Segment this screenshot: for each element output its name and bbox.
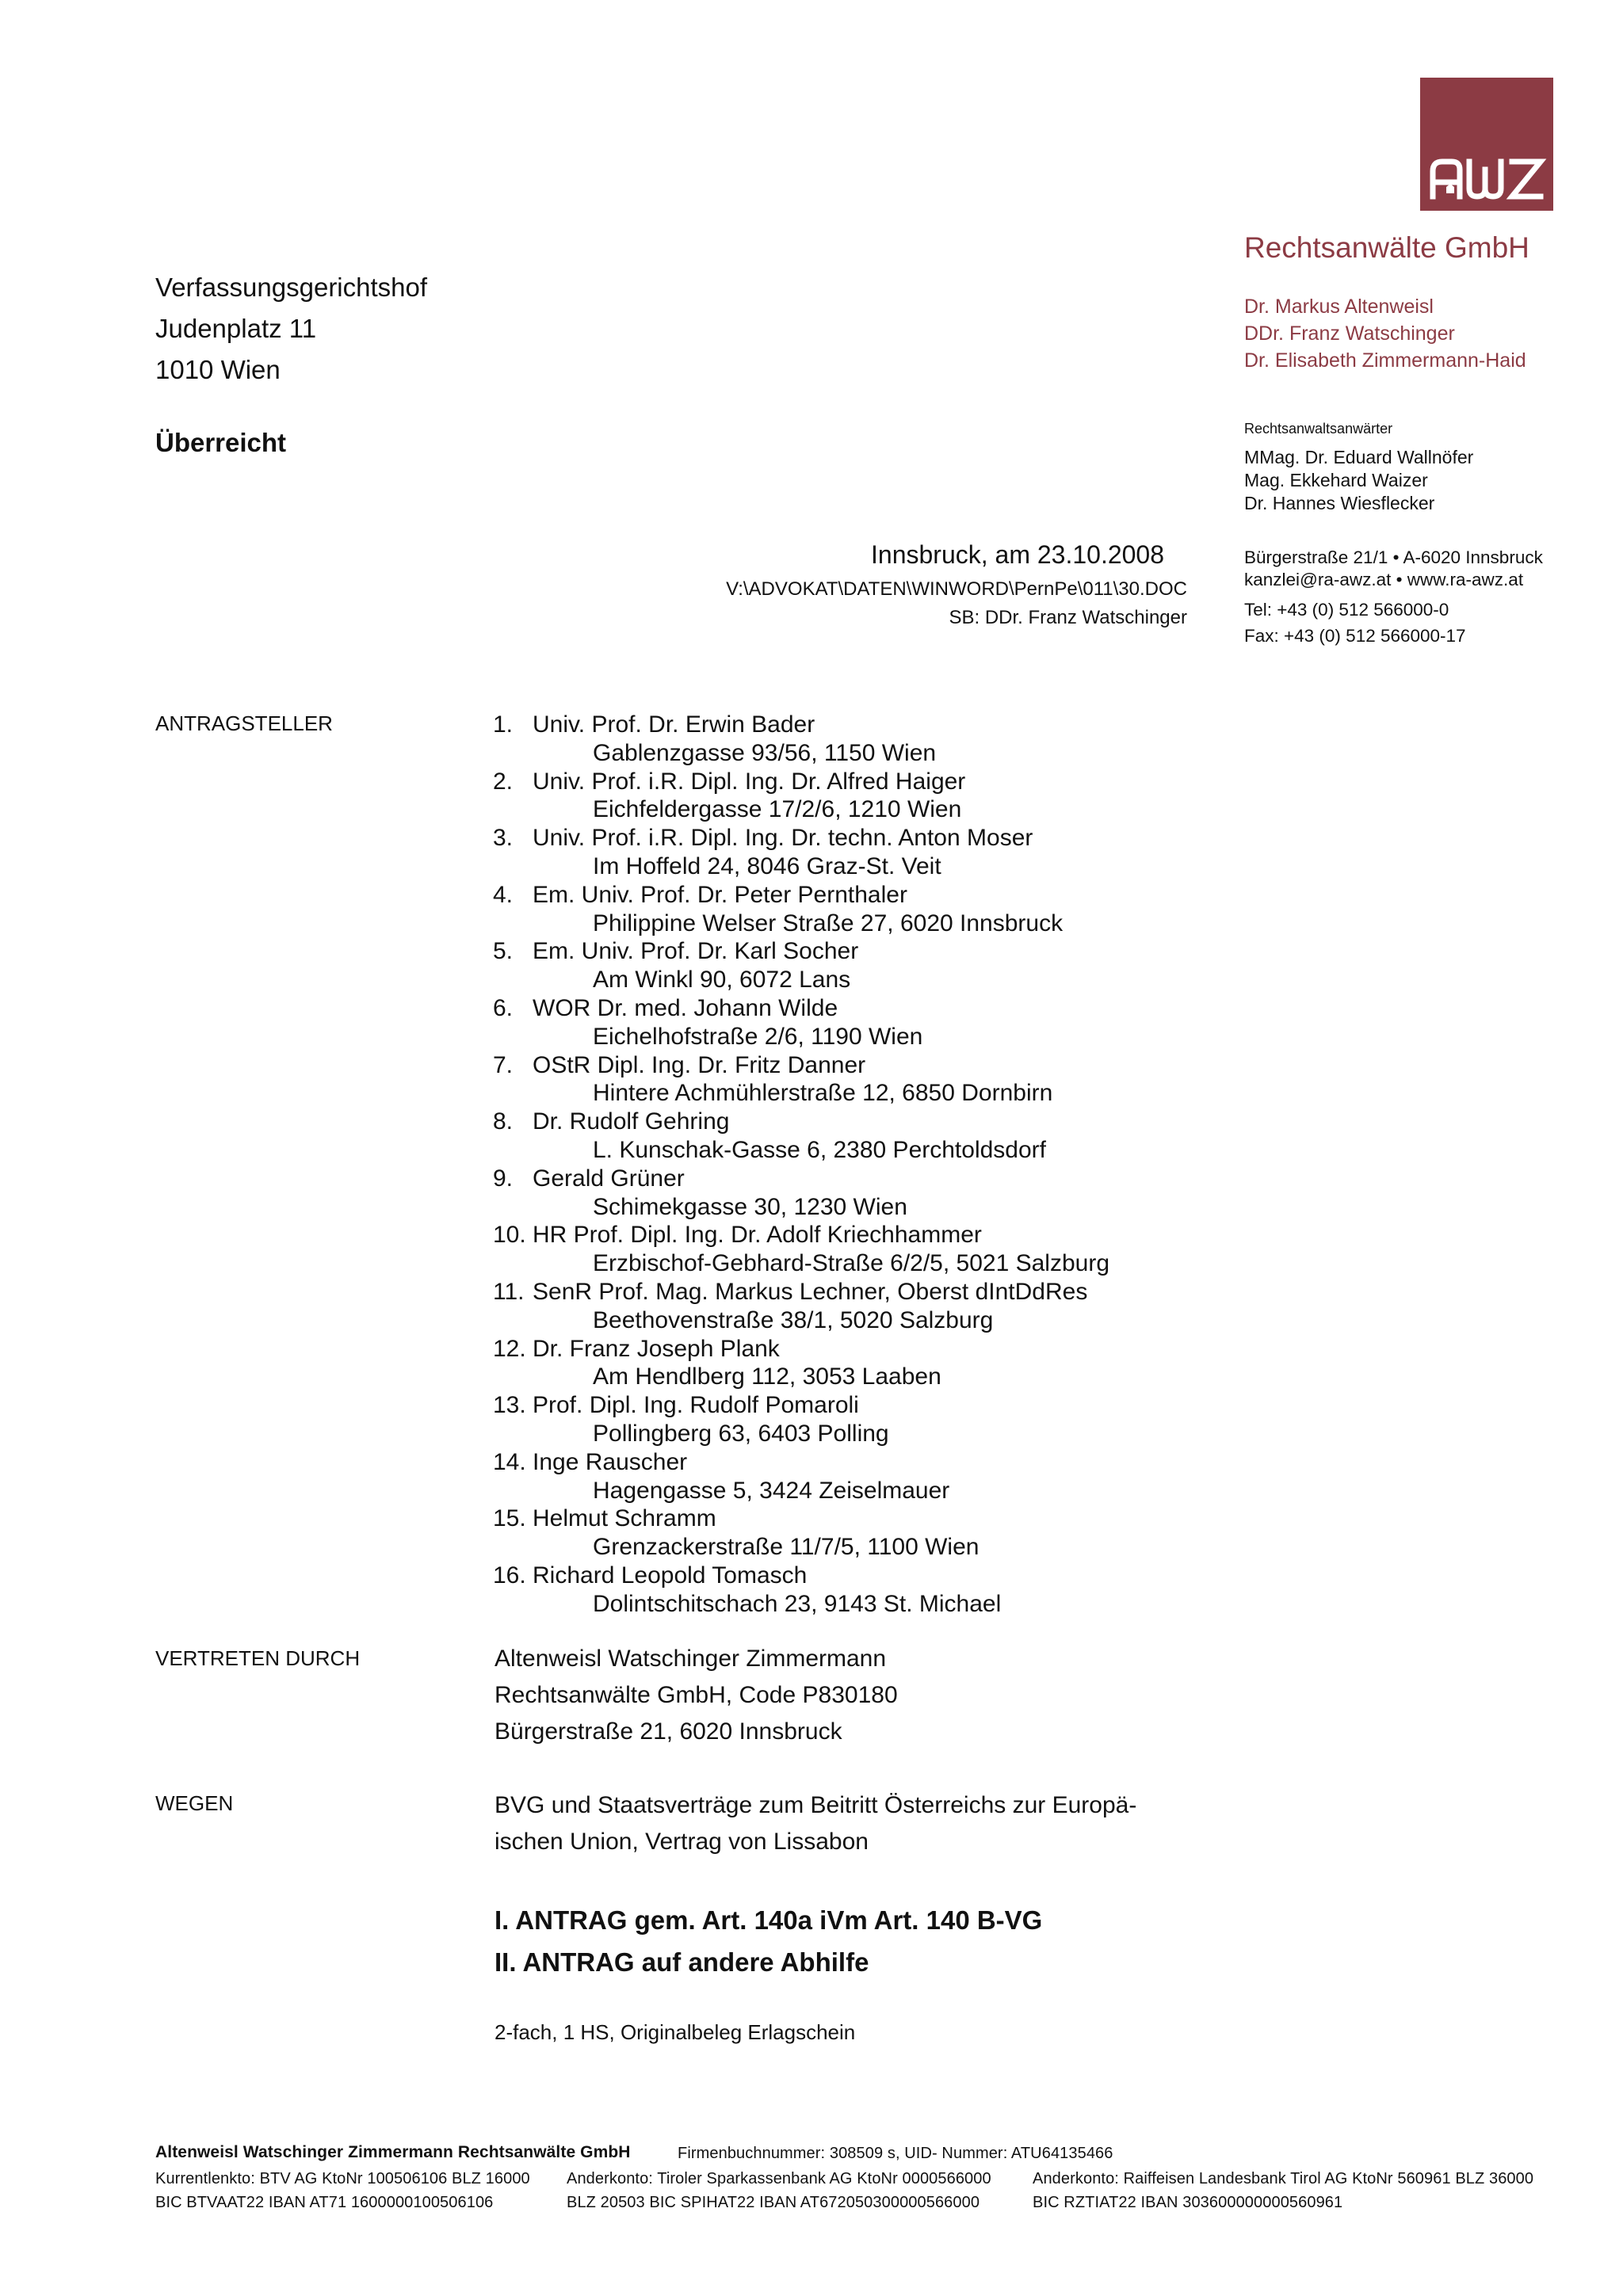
applicant-address: Philippine Welser Straße 27, 6020 Innsbruck (593, 910, 1064, 936)
footer-firm: Altenweisl Watschinger Zimmermann Rechtsanwälte GmbH (155, 2143, 631, 2161)
motion-title: II. ANTRAG auf andere Abhilfe (495, 1947, 869, 1977)
applicant-name: Gerald Grüner (533, 1165, 685, 1192)
applicant-address: Gablenzgasse 93/56, 1150 Wien (593, 739, 937, 766)
applicant-number: 4. (493, 881, 514, 908)
representative-line: Altenweisl Watschinger Zimmermann (495, 1646, 887, 1672)
footer-bank-line: BIC BTVAAT22 IBAN AT71 1600000100506106 (155, 2194, 494, 2211)
enclosures: 2-fach, 1 HS, Originalbeleg Erlagschein (495, 2020, 856, 2044)
staff-name: Mag. Ekkehard Waizer (1244, 470, 1428, 490)
applicant-address: Schimekgasse 30, 1230 Wien (593, 1193, 907, 1220)
applicant-name: SenR Prof. Mag. Markus Lechner, Oberst dIntDdRes (533, 1279, 1088, 1305)
applicant-number: 5. (493, 938, 514, 965)
applicant-name: HR Prof. Dipl. Ing. Dr. Adolf Kriechhammer (533, 1222, 982, 1249)
firm-tel: Tel: +43 (0) 512 566000-0 (1244, 600, 1449, 620)
applicant-name: Univ. Prof. i.R. Dipl. Ing. Dr. Alfred Haiger (533, 768, 966, 795)
applicant-address: Pollingberg 63, 6403 Polling (593, 1421, 889, 1447)
applicant-address: Eichfeldergasse 17/2/6, 1210 Wien (593, 796, 962, 823)
recipient-line: 1010 Wien (155, 355, 281, 384)
firm-name: Rechtsanwälte GmbH (1244, 231, 1529, 264)
footer-bank-line: Anderkonto: Tiroler Sparkassenbank AG KtoNr 0000566000 (567, 2170, 991, 2187)
applicant-name: WOR Dr. med. Johann Wilde (533, 995, 838, 1021)
delivery-note: Überreicht (155, 428, 287, 457)
date-line: Innsbruck, am 23.10.2008 (871, 540, 1165, 569)
applicant-number: 14. (493, 1448, 526, 1475)
represented-label: VERTRETEN DURCH (155, 1646, 361, 1670)
applicant-address: Beethovenstraße 38/1, 5020 Salzburg (593, 1306, 994, 1333)
applicant-number: 3. (493, 825, 514, 852)
applicant-number: 6. (493, 995, 514, 1021)
applicant-name: OStR Dipl. Ing. Dr. Fritz Danner (533, 1051, 866, 1078)
partner-name: Dr. Elisabeth Zimmermann-Haid (1244, 349, 1526, 372)
applicant-number: 7. (493, 1051, 514, 1078)
representative-line: Rechtsanwälte GmbH, Code P830180 (495, 1682, 898, 1708)
representative-line: Bürgerstraße 21, 6020 Innsbruck (495, 1718, 842, 1745)
applicant-name: Em. Univ. Prof. Dr. Peter Pernthaler (533, 881, 907, 908)
applicant-name: Inge Rauscher (533, 1448, 688, 1475)
firm-logo (1420, 78, 1553, 211)
recipient-line: Judenplatz 11 (155, 314, 317, 343)
document-path: V:\ADVOKAT\DATEN\WINWORD\PernPe\011\30.DOC (726, 578, 1187, 600)
applicant-address: Erzbischof-Gebhard-Straße 6/2/5, 5021 Salzburg (593, 1250, 1110, 1277)
firm-web[interactable]: kanzlei@ra-awz.at • www.ra-awz.at (1244, 570, 1524, 589)
applicant-number: 15. (493, 1505, 526, 1532)
regarding-label: WEGEN (155, 1791, 234, 1815)
staff-name: Dr. Hannes Wiesflecker (1244, 493, 1435, 513)
applicant-address: Eichelhofstraße 2/6, 1190 Wien (593, 1023, 923, 1050)
applicant-name: Helmut Schramm (533, 1505, 716, 1532)
applicant-address: Hagengasse 5, 3424 Zeiselmauer (593, 1477, 950, 1504)
applicant-number: 1. (493, 711, 514, 738)
applicant-name: Em. Univ. Prof. Dr. Karl Socher (533, 938, 859, 965)
applicant-number: 2. (493, 768, 514, 795)
firm-fax: Fax: +43 (0) 512 566000-17 (1244, 626, 1466, 646)
partner-name: Dr. Markus Altenweisl (1244, 296, 1434, 318)
applicants-label: ANTRAGSTELLER (155, 711, 333, 735)
regarding-line: BVG und Staatsverträge zum Beitritt Österreichs zur Europä- (495, 1792, 1137, 1818)
partner-name: DDr. Franz Watschinger (1244, 322, 1455, 345)
applicant-name: Dr. Franz Joseph Plank (533, 1335, 780, 1362)
recipient-line: Verfassungsgerichtshof (155, 273, 428, 302)
motion-title: I. ANTRAG gem. Art. 140a iVm Art. 140 B-VG (495, 1905, 1043, 1935)
applicant-name: Dr. Rudolf Gehring (533, 1108, 730, 1135)
footer-register: Firmenbuchnummer: 308509 s, UID- Nummer: ATU64135466 (678, 2145, 1113, 2162)
staff-heading: Rechtsanwaltsanwärter (1244, 421, 1393, 437)
applicant-number: 13. (493, 1392, 526, 1419)
footer-bank-line: Anderkonto: Raiffeisen Landesbank Tirol AG KtoNr 560961 BLZ 36000 (1033, 2170, 1534, 2187)
applicant-number: 16. (493, 1562, 526, 1589)
footer-bank-line: BIC RZTIAT22 IBAN 303600000000560961 (1033, 2194, 1343, 2211)
staff-name: MMag. Dr. Eduard Wallnöfer (1244, 447, 1474, 467)
applicant-name: Univ. Prof. Dr. Erwin Bader (533, 711, 815, 738)
footer-bank-line: BLZ 20503 BIC SPIHAT22 IBAN AT672050300000566000 (567, 2194, 980, 2211)
applicant-address: Hintere Achmühlerstraße 12, 6850 Dornbirn (593, 1080, 1053, 1107)
applicant-address: Im Hoffeld 24, 8046 Graz-St. Veit (593, 853, 941, 879)
footer-bank-line: Kurrentlenkto: BTV AG KtoNr 100506106 BLZ 16000 (155, 2170, 530, 2187)
applicant-address: Grenzackerstraße 11/7/5, 1100 Wien (593, 1534, 980, 1561)
applicant-number: 10. (493, 1222, 526, 1249)
regarding-line: ischen Union, Vertrag von Lissabon (495, 1829, 869, 1855)
applicant-address: Am Winkl 90, 6072 Lans (593, 967, 851, 994)
case-handler: SB: DDr. Franz Watschinger (949, 607, 1187, 628)
applicant-name: Prof. Dipl. Ing. Rudolf Pomaroli (533, 1392, 859, 1419)
applicant-address: Dolintschitschach 23, 9143 St. Michael (593, 1590, 1002, 1617)
awz-logo-mark (1420, 78, 1553, 211)
applicant-number: 9. (493, 1165, 514, 1192)
applicant-address: L. Kunschak-Gasse 6, 2380 Perchtoldsdorf (593, 1137, 1046, 1163)
applicant-number: 8. (493, 1108, 514, 1135)
applicant-number: 12. (493, 1335, 526, 1362)
applicant-address: Am Hendlberg 112, 3053 Laaben (593, 1363, 941, 1390)
firm-address: Bürgerstraße 21/1 • A-6020 Innsbruck (1244, 547, 1543, 567)
applicant-number: 11. (493, 1279, 525, 1305)
applicant-name: Univ. Prof. i.R. Dipl. Ing. Dr. techn. Anton Moser (533, 825, 1033, 852)
applicant-name: Richard Leopold Tomasch (533, 1562, 808, 1589)
